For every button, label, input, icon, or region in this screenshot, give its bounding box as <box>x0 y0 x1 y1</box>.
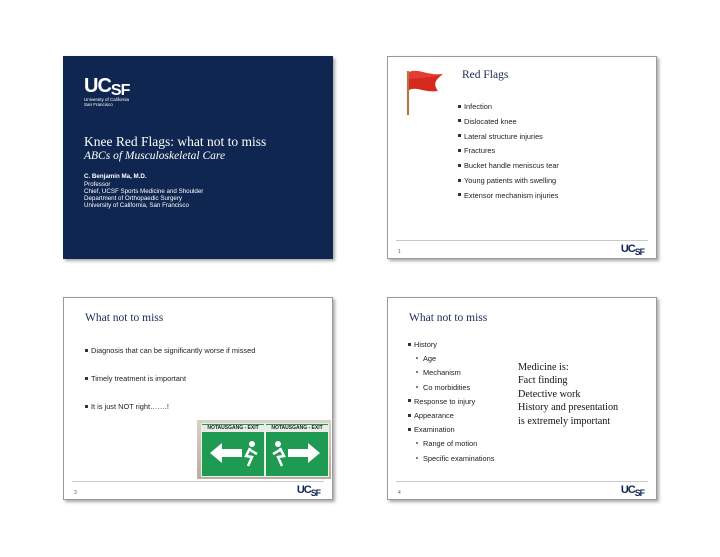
callout-text <box>518 361 618 428</box>
exit-sign-left <box>201 423 265 477</box>
list-item: History <box>408 340 494 349</box>
list-subitem: Age <box>408 354 494 363</box>
red-flag-icon <box>402 67 446 117</box>
logo-subtitle-2: San Francisco <box>84 102 113 107</box>
page-number: 3 <box>74 490 77 496</box>
ucsf-logo: $UC_{SF}$ <box>620 484 644 498</box>
list-item: Timely treatment is important <box>85 374 255 383</box>
list-item: Examination <box>408 425 494 434</box>
callout-line: is extremely important <box>518 415 611 427</box>
ucsf-logo: $UC_{SF}$ <box>620 243 644 257</box>
sign-caption: NOTAUSGANG - EXIT <box>266 425 328 432</box>
list-subitem: Specific examinations <box>408 454 494 463</box>
slide-title-text: Knee Red Flags: what not to miss <box>84 134 267 149</box>
slide-red-flags[interactable] <box>387 56 657 259</box>
list-item: Bucket handle meniscus tear <box>458 161 559 170</box>
callout-line: Detective work <box>518 388 581 400</box>
logo-uc: UC <box>84 75 111 97</box>
list-item: It is just NOT right…….! <box>85 402 255 411</box>
author-line-1: Professor <box>84 181 111 188</box>
list-item: Diagnosis that can be significantly worse if missed <box>85 346 255 355</box>
author-line-2: Chief, UCSF Sports Medicine and Shoulder <box>84 188 204 195</box>
slide-title[interactable] <box>63 56 333 259</box>
page-number: 4 <box>398 490 401 496</box>
logo-subtitle-1: University of California <box>84 97 130 102</box>
list-item: Young patients with swelling <box>458 176 559 185</box>
slide-subtitle-text: ABCs of Musculoskeletal Care <box>84 150 226 162</box>
slide-what-not-to-miss-2[interactable] <box>387 297 657 500</box>
callout-line: Medicine is: <box>518 362 569 373</box>
list-item: Response to injury <box>408 397 494 406</box>
page-number: 1 <box>398 249 401 255</box>
list-subitem: Mechanism <box>408 368 494 377</box>
slide-heading: What not to miss <box>409 312 488 324</box>
list-item: Lateral structure injuries <box>458 132 559 141</box>
exit-arrow-icon <box>208 438 260 468</box>
list-subitem: Range of motion <box>408 439 494 448</box>
red-flags-list <box>458 102 559 200</box>
exit-sign-photo <box>197 420 331 479</box>
list-item: Dislocated knee <box>458 117 559 126</box>
slide-heading: What not to miss <box>85 312 164 324</box>
sign-caption: NOTAUSGANG - EXIT <box>202 425 264 432</box>
footer-divider <box>72 481 324 482</box>
exit-arrow-icon <box>270 438 322 468</box>
bullet-list <box>85 346 255 411</box>
list-item: Appearance <box>408 411 494 420</box>
exit-sign-right <box>265 423 329 477</box>
author-line-3: Department of Orthopaedic Surgery <box>84 195 183 202</box>
slide-what-not-to-miss-1[interactable] <box>63 297 333 500</box>
callout-line: Fact finding <box>518 375 568 387</box>
author-line-4: University of California, San Francisco <box>84 202 189 209</box>
list-subitem: Co morbidities <box>408 383 494 392</box>
callout-line: History and presentation <box>518 402 619 414</box>
list-item: Fractures <box>458 146 559 155</box>
list-item: Extensor mechanism injuries <box>458 191 559 200</box>
logo-sf: SF <box>110 82 130 99</box>
ucsf-logo <box>84 75 129 98</box>
ucsf-logo: $UC_{SF}$ <box>296 484 320 498</box>
outline-list <box>408 340 494 463</box>
slide-heading: Red Flags <box>462 69 509 81</box>
list-item: Infection <box>458 102 559 111</box>
footer-divider <box>396 481 648 482</box>
author-name: C. Benjamin Ma, M.D. <box>84 173 147 180</box>
footer-divider <box>396 240 648 241</box>
